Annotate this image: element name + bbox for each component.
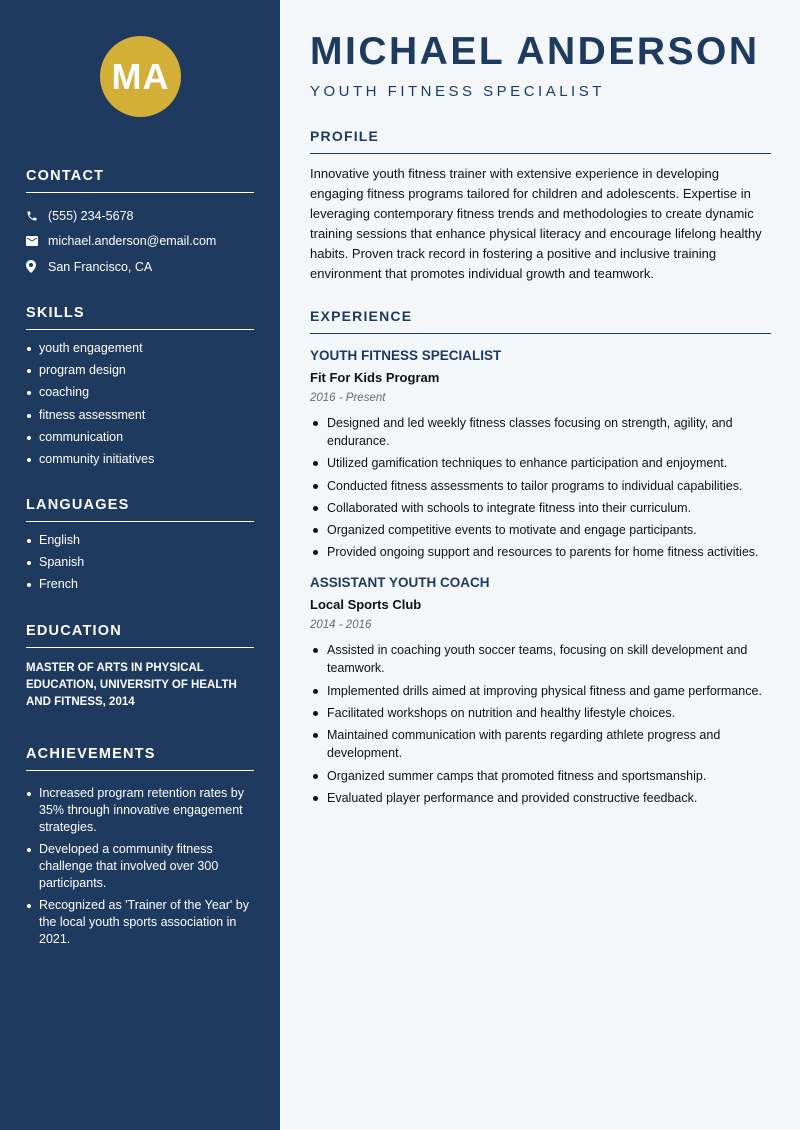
duty-item: Organized competitive events to motivate and engage participants.	[310, 521, 771, 539]
contact-email-text[interactable]: michael.anderson@email.com	[48, 234, 217, 249]
languages-list	[26, 532, 254, 593]
contact-location	[26, 254, 254, 280]
education-section	[26, 623, 254, 711]
duty-item: Organized summer camps that promoted fitness and sportsmanship.	[310, 767, 771, 785]
profile-section	[310, 128, 771, 284]
language-item: English	[26, 532, 254, 549]
email-icon	[26, 236, 48, 246]
duty-item: Evaluated player performance and provided constructive feedback.	[310, 789, 771, 807]
achievements-heading: ACHIEVEMENTS	[26, 746, 254, 771]
achievement-item: Developed a community fitness challenge that involved over 300 participants.	[26, 841, 254, 892]
education-heading: EDUCATION	[26, 623, 254, 648]
experience-heading: EXPERIENCE	[310, 308, 771, 334]
avatar: MA	[100, 36, 181, 117]
languages-heading: LANGUAGES	[26, 497, 254, 522]
job-company: Local Sports Club	[310, 597, 422, 613]
person-title: YOUTH FITNESS SPECIALIST	[310, 83, 605, 100]
job-dates: 2014 - 2016	[310, 619, 372, 632]
skills-section	[26, 305, 254, 473]
contact-phone	[26, 203, 254, 229]
sidebar	[0, 0, 280, 1130]
achievements-list	[26, 785, 254, 948]
profile-summary: Innovative youth fitness trainer with extensive experience in developing engaging fitness programs tailored for children and adolescents. Expertise in leveraging contemporary fitness trends and methodologies to create dynamic training sessions that enhance physical literacy and encourage lifelong healthy habits. Proven track record in fostering a positive and inclusive training environment that promotes individual growth and teamwork.	[310, 166, 762, 281]
skill-item: fitness assessment	[26, 407, 254, 424]
duty-item: Facilitated workshops on nutrition and healthy lifestyle choices.	[310, 704, 771, 722]
skills-list	[26, 340, 254, 468]
location-pin-icon	[26, 260, 48, 273]
job-entry	[310, 575, 771, 806]
achievement-item: Increased program retention rates by 35% through innovative engagement strategies.	[26, 785, 254, 836]
language-item: French	[26, 576, 254, 593]
skills-heading: SKILLS	[26, 305, 254, 330]
skill-item: community initiatives	[26, 451, 254, 468]
language-item: Spanish	[26, 554, 254, 571]
duty-item: Collaborated with schools to integrate fitness into their curriculum.	[310, 499, 771, 517]
job-title: YOUTH FITNESS SPECIALIST	[310, 348, 502, 363]
job-dates: 2016 - Present	[310, 392, 386, 404]
duty-item: Conducted fitness assessments to tailor programs to individual capabilities.	[310, 477, 771, 495]
duty-item: Implemented drills aimed at improving physical fitness and game performance.	[310, 682, 771, 700]
experience-section	[310, 308, 771, 811]
contact-email	[26, 229, 254, 255]
phone-icon	[26, 210, 48, 222]
contact-location-text: San Francisco, CA	[48, 259, 153, 274]
achievement-item: Recognized as 'Trainer of the Year' by the local youth sports association in 2021.	[26, 897, 254, 948]
skill-item: youth engagement	[26, 340, 254, 357]
duty-item: Provided ongoing support and resources to parents for home fitness activities.	[310, 543, 771, 561]
achievements-section	[26, 746, 254, 954]
skill-item: communication	[26, 429, 254, 446]
contact-section	[26, 168, 254, 280]
job-company: Fit For Kids Program	[310, 370, 440, 385]
contact-heading: CONTACT	[26, 168, 254, 193]
skill-item: coaching	[26, 384, 254, 401]
languages-section	[26, 497, 254, 599]
job-duties	[310, 641, 771, 806]
duty-item: Utilized gamification techniques to enhance participation and enjoyment.	[310, 454, 771, 472]
duty-item: Maintained communication with parents regarding athlete progress and development.	[310, 726, 771, 762]
contact-phone-text[interactable]: (555) 234-5678	[48, 208, 134, 223]
skill-item: program design	[26, 362, 254, 379]
education-entry: MASTER OF ARTS IN PHYSICAL EDUCATION, UNIVERSITY OF HEALTH AND FITNESS, 2014	[26, 662, 237, 708]
person-name: MICHAEL ANDERSON	[310, 30, 760, 73]
job-entry	[310, 348, 771, 561]
duty-item: Assisted in coaching youth soccer teams, focusing on skill development and teamwork.	[310, 641, 771, 677]
profile-heading: PROFILE	[310, 128, 771, 154]
job-duties	[310, 414, 771, 561]
job-title: ASSISTANT YOUTH COACH	[310, 575, 490, 591]
duty-item: Designed and led weekly fitness classes focusing on strength, agility, and endurance.	[310, 414, 771, 450]
